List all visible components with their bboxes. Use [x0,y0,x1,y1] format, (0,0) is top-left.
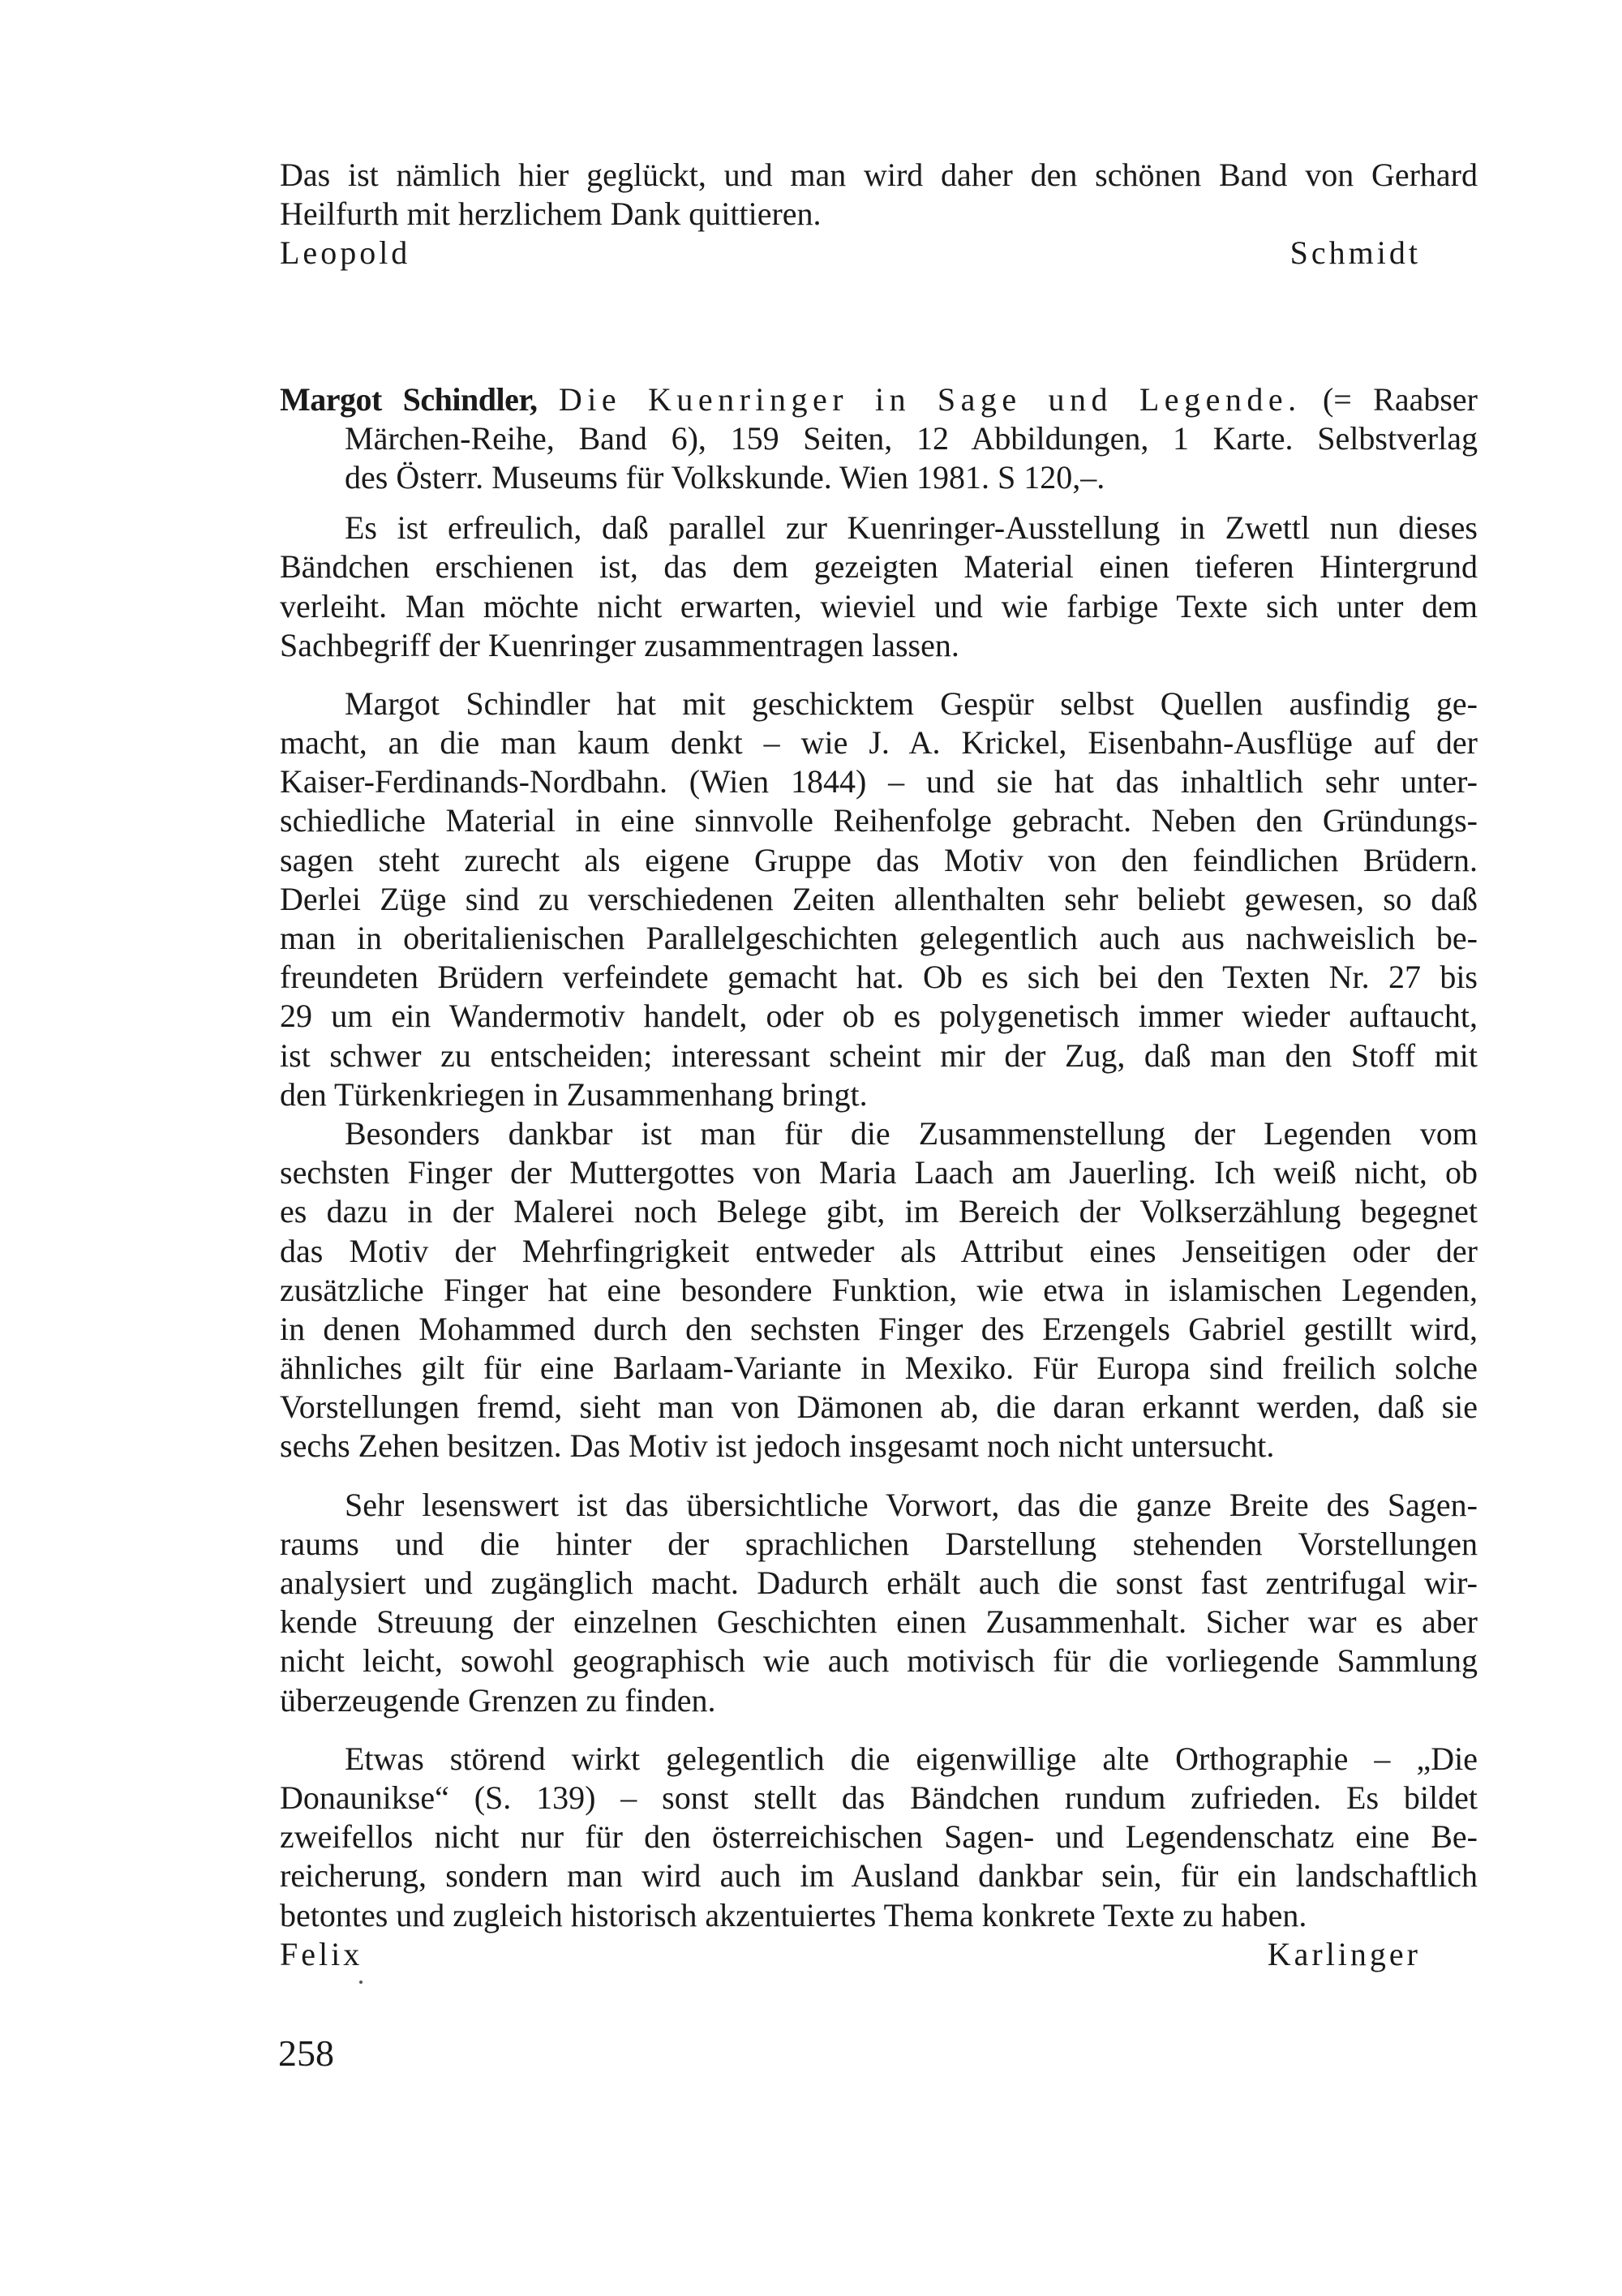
text-line: Donaunikse“ (S. 139) – sonst stellt das Bändchen rundum zufrieden. Es bildet [280,1779,1478,1816]
text-line: zweifellos nicht nur für den österreichischen Sagen- und Legendenschatz eine Be- [280,1818,1478,1856]
reviewer-signature: Leopold Schmidt [280,234,1421,272]
text-line: ähnliches gilt für eine Barlaam-Variante in Mexiko. Für Europa sind freilich solche [280,1350,1478,1387]
text-line: das Motiv der Mehrfingrigkeit entweder als Attribut eines Jenseitigen oder der [280,1232,1478,1269]
text-line: Heilfurth mit herzlichem Dank quittieren. [280,195,822,233]
ink-speck [359,1981,363,1984]
paragraph [280,1486,1478,1720]
text-line: nicht leicht, sowohl geographisch wie auch motivisch für die vorliegende Sammlung [280,1642,1478,1680]
text-line: Margot Schindler hat mit geschicktem Gespür selbst Quellen ausfindig ge- [345,685,1478,722]
text-line: Besonders dankbar ist man für die Zusammenstellung der Legenden vom [345,1114,1478,1152]
text-line: verleiht. Man möchte nicht erwarten, wieviel und wie farbige Texte sich unter dem [280,587,1478,624]
text-line: schiedliche Material in eine sinnvolle Reihenfolge gebracht. Neben den Gründungs- [280,802,1478,839]
text-line: Sehr lesenswert ist das übersichtliche Vorwort, das die ganze Breite des Sagen- [345,1486,1478,1523]
reviewer-signature: Felix Karlinger [280,1935,1421,1972]
paragraph [280,1114,1478,1466]
citation-series: (= Raabser [1322,380,1478,418]
text-line: den Türkenkriegen in Zusammenhang bringt. [280,1075,868,1113]
text-line: macht, an die man kaum denkt – wie J. A. Krickel, Eisenbahn-Ausflüge auf der [280,724,1478,762]
text-line: kende Streuung der einzelnen Geschichten einen Zusammenhalt. Sicher war es aber [280,1603,1478,1641]
text-line: zusätzliche Finger hat eine besondere Funktion, wie etwa in islamischen Legenden, [280,1271,1478,1308]
paragraph [280,685,1478,1114]
text-line: reicherung, sondern man wird auch im Ausland dankbar sein, für ein landschaftlich [280,1857,1478,1895]
text-line: Das ist nämlich hier geglückt, und man wird daher den schönen Band von Gerhard [280,157,1478,193]
text-line: Vorstellungen fremd, sieht man von Dämonen ab, die daran erkannt werden, daß sie [280,1388,1478,1426]
previous-review-ending [280,156,1478,273]
document-page [280,156,1478,1974]
text-line: raums und die hinter der sprachlichen Darstellung stehenden Vorstellungen [280,1525,1478,1562]
book-citation [280,380,1478,498]
citation-line [280,380,1478,419]
text-line: Es ist erfreulich, daß parallel zur Kuenringer-Ausstellung in Zwettl nun dieses [345,509,1478,547]
text-line: freundeten Brüdern verfeindete gemacht hat. Ob es sich bei den Texten Nr. 27 bis [280,959,1478,996]
text-line: sechs Zehen besitzen. Das Motiv ist jedoch insgesamt noch nicht untersucht. [280,1427,1275,1465]
page-number: 258 [278,2032,334,2074]
text-line: sechsten Finger der Muttergottes von Maria Laach am Jauerling. Ich weiß nicht, ob [280,1154,1478,1191]
text-line: es dazu in der Malerei noch Belege gibt, im Bereich der Volkserzählung begegnet [280,1193,1478,1230]
text-line: betontes und zugleich historisch akzentuiertes Thema konkrete Texte zu haben. [280,1896,1307,1933]
text-line: Kaiser-Ferdinands-Nordbahn. (Wien 1844) – und sie hat das inhaltlich sehr unter- [280,763,1478,800]
text-line: 29 um ein Wandermotiv handelt, oder ob es polygenetisch immer wieder auftaucht, [280,998,1478,1035]
text-line: ist schwer zu entscheiden; interessant scheint mir der Zug, daß man den Stoff mit [280,1036,1478,1074]
paragraph [280,1740,1478,1974]
citation-line: Märchen-Reihe, Band 6), 159 Seiten, 12 Abbildungen, 1 Karte. Selbstverlag [345,419,1478,457]
book-title: Die Kuenringer in Sage und Legende. [558,380,1302,418]
book-author: Margot Schindler, [280,380,538,418]
text-line: überzeugende Grenzen zu finden. [280,1681,716,1719]
text-line: in denen Mohammed durch den sechsten Finger des Erzengels Gabriel gestillt wird, [280,1310,1478,1347]
text-line: Bändchen erschienen ist, das dem gezeigten Material einen tieferen Hintergrund [280,548,1478,586]
text-line: man in oberitalienischen Parallelgeschichten gelegentlich auch aus nachweislich be- [280,920,1478,956]
text-line: sagen steht zurecht als eigene Gruppe das Motiv von den feindlichen Brüdern. [280,841,1478,878]
text-line: analysiert und zugänglich macht. Dadurch erhält auch die sonst fast zentrifugal wir- [280,1564,1478,1601]
paragraph [280,509,1478,665]
text-line: Sachbegriff der Kuenringer zusammentragen lassen. [280,626,959,663]
text-line: Derlei Züge sind zu verschiedenen Zeiten allenthalten sehr beliebt gewesen, so daß [280,880,1478,917]
text-line: Etwas störend wirkt gelegentlich die eigenwillige alte Orthographie – „Die [345,1740,1478,1777]
citation-line: des Österr. Museums für Volkskunde. Wien 1981. S 120,–. [345,458,1105,496]
